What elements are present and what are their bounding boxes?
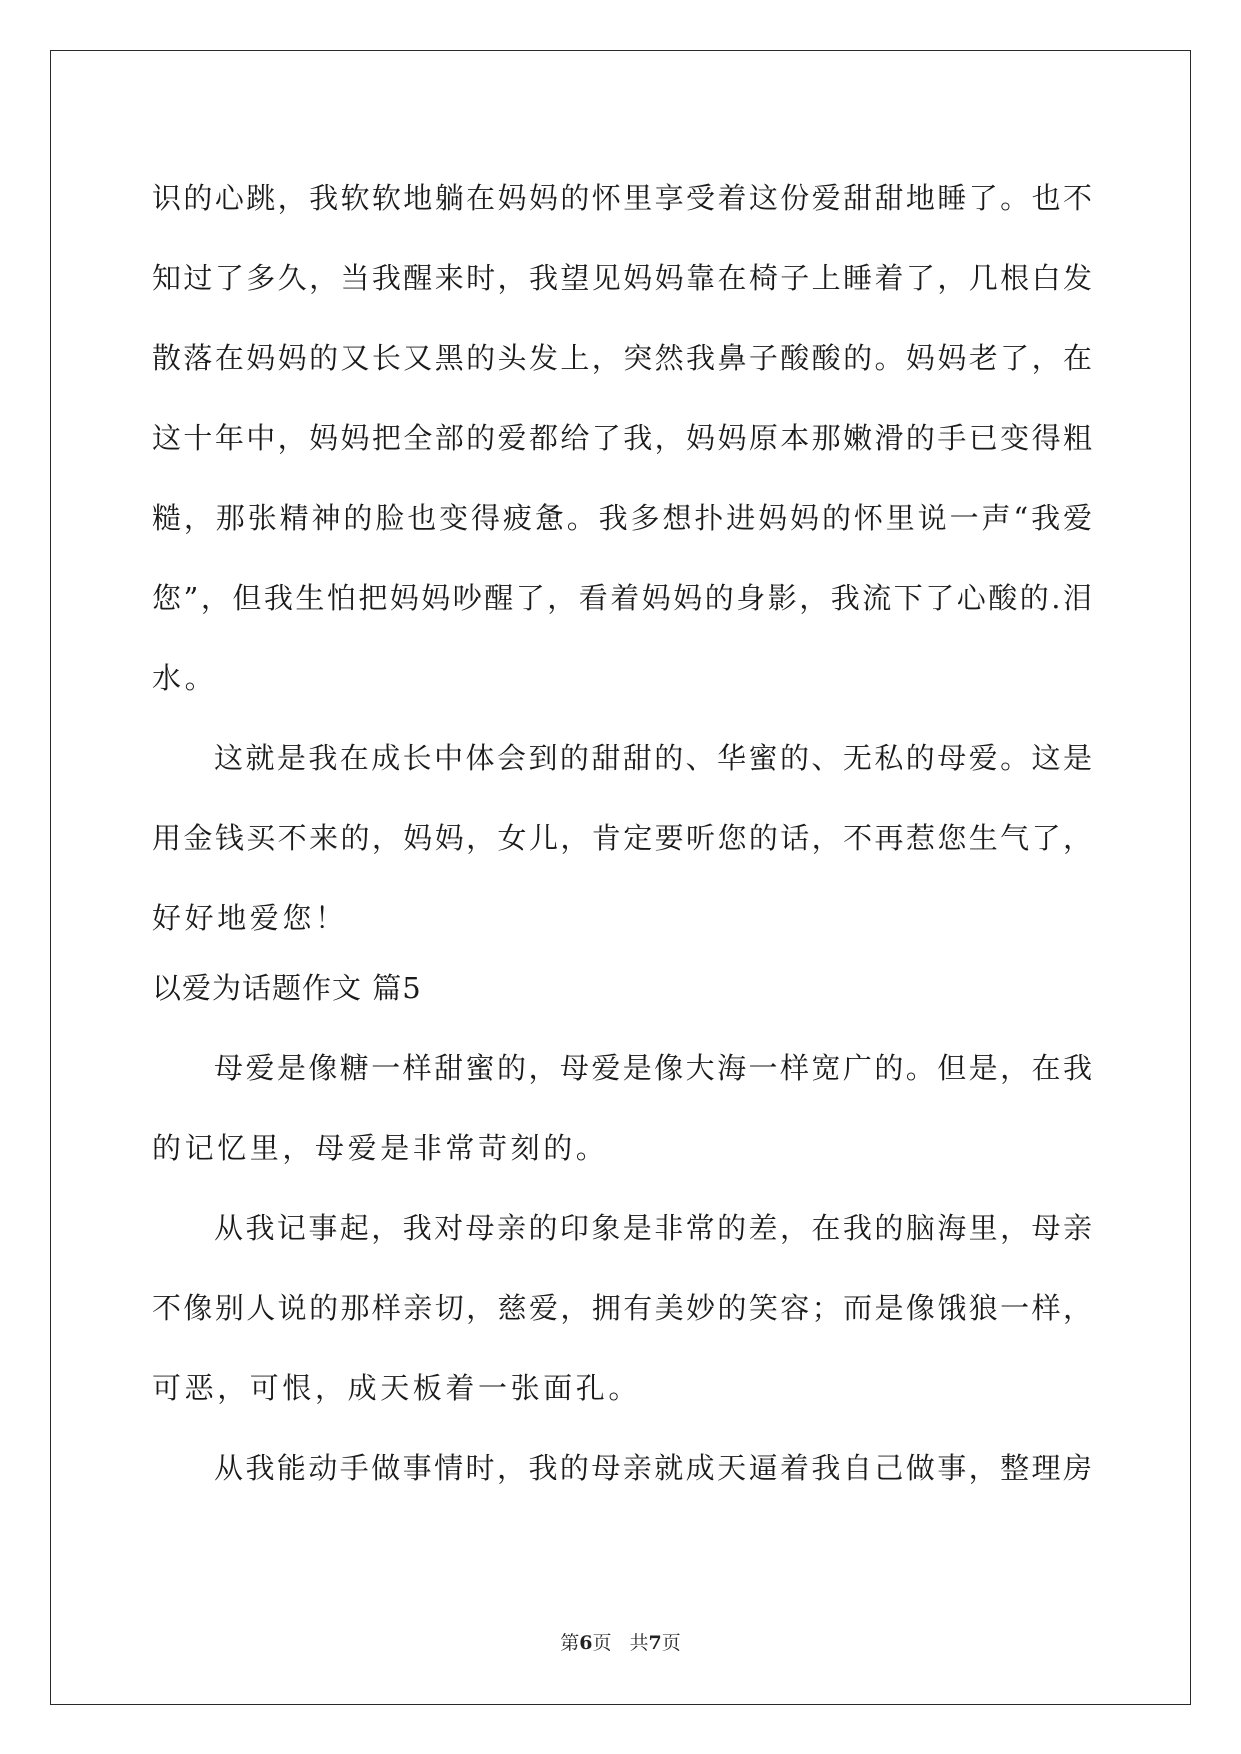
total-suffix: 页 <box>661 1632 681 1654</box>
paragraph <box>152 718 1092 958</box>
total-prefix: 共 <box>629 1632 649 1654</box>
text-line: 这就是我在成长中体会到的甜甜的、华蜜的、无私的母爱。这是 <box>214 741 1092 775</box>
text-line: 水。 <box>152 661 218 695</box>
text-line: 好好地爱您！ <box>152 901 348 935</box>
text-line: 母爱是像糖一样甜蜜的，母爱是像大海一样宽广的。但是，在我 <box>214 1051 1092 1085</box>
text-line: 用金钱买不来的，妈妈，女儿，肯定要听您的话，不再惹您生气了， <box>152 821 1092 855</box>
text-line: 识的心跳，我软软地躺在妈妈的怀里享受着这份爱甜甜地睡了。也不 <box>152 181 1092 215</box>
total-page-number: 7 <box>648 1632 662 1654</box>
current-page-number: 6 <box>579 1632 593 1654</box>
text-line: 的记忆里，母爱是非常苛刻的。 <box>152 1131 609 1165</box>
text-line: 散落在妈妈的又长又黑的头发上，突然我鼻子酸酸的。妈妈老了，在 <box>152 341 1092 375</box>
text-line: 这十年中，妈妈把全部的爱都给了我，妈妈原本那嫩滑的手已变得粗 <box>152 421 1092 455</box>
section-heading: 以爱为话题作文 篇5 <box>152 971 422 1005</box>
document-body <box>152 158 1092 1508</box>
paragraph <box>152 1188 1092 1428</box>
text-line: 您”，但我生怕把妈妈吵醒了，看着妈妈的身影，我流下了心酸的.泪 <box>152 581 1092 615</box>
text-line: 可恶，可恨，成天板着一张面孔。 <box>152 1371 642 1405</box>
paragraph <box>152 1028 1092 1188</box>
paragraph <box>152 1428 1092 1508</box>
text-line: 知过了多久，当我醒来时，我望见妈妈靠在椅子上睡着了，几根白发 <box>152 261 1092 295</box>
text-line: 糙，那张精神的脸也变得疲惫。我多想扑进妈妈的怀里说一声“我爱 <box>152 501 1092 535</box>
text-line: 从我记事起，我对母亲的印象是非常的差，在我的脑海里，母亲 <box>214 1211 1092 1245</box>
page-suffix: 页 <box>592 1632 612 1654</box>
text-line: 不像别人说的那样亲切，慈爱，拥有美妙的笑容；而是像饿狼一样， <box>152 1291 1092 1325</box>
page-prefix: 第 <box>560 1632 580 1654</box>
text-line: 从我能动手做事情时，我的母亲就成天逼着我自己做事，整理房 <box>214 1451 1092 1485</box>
paragraph <box>152 158 1092 718</box>
page-footer <box>0 1628 1241 1655</box>
